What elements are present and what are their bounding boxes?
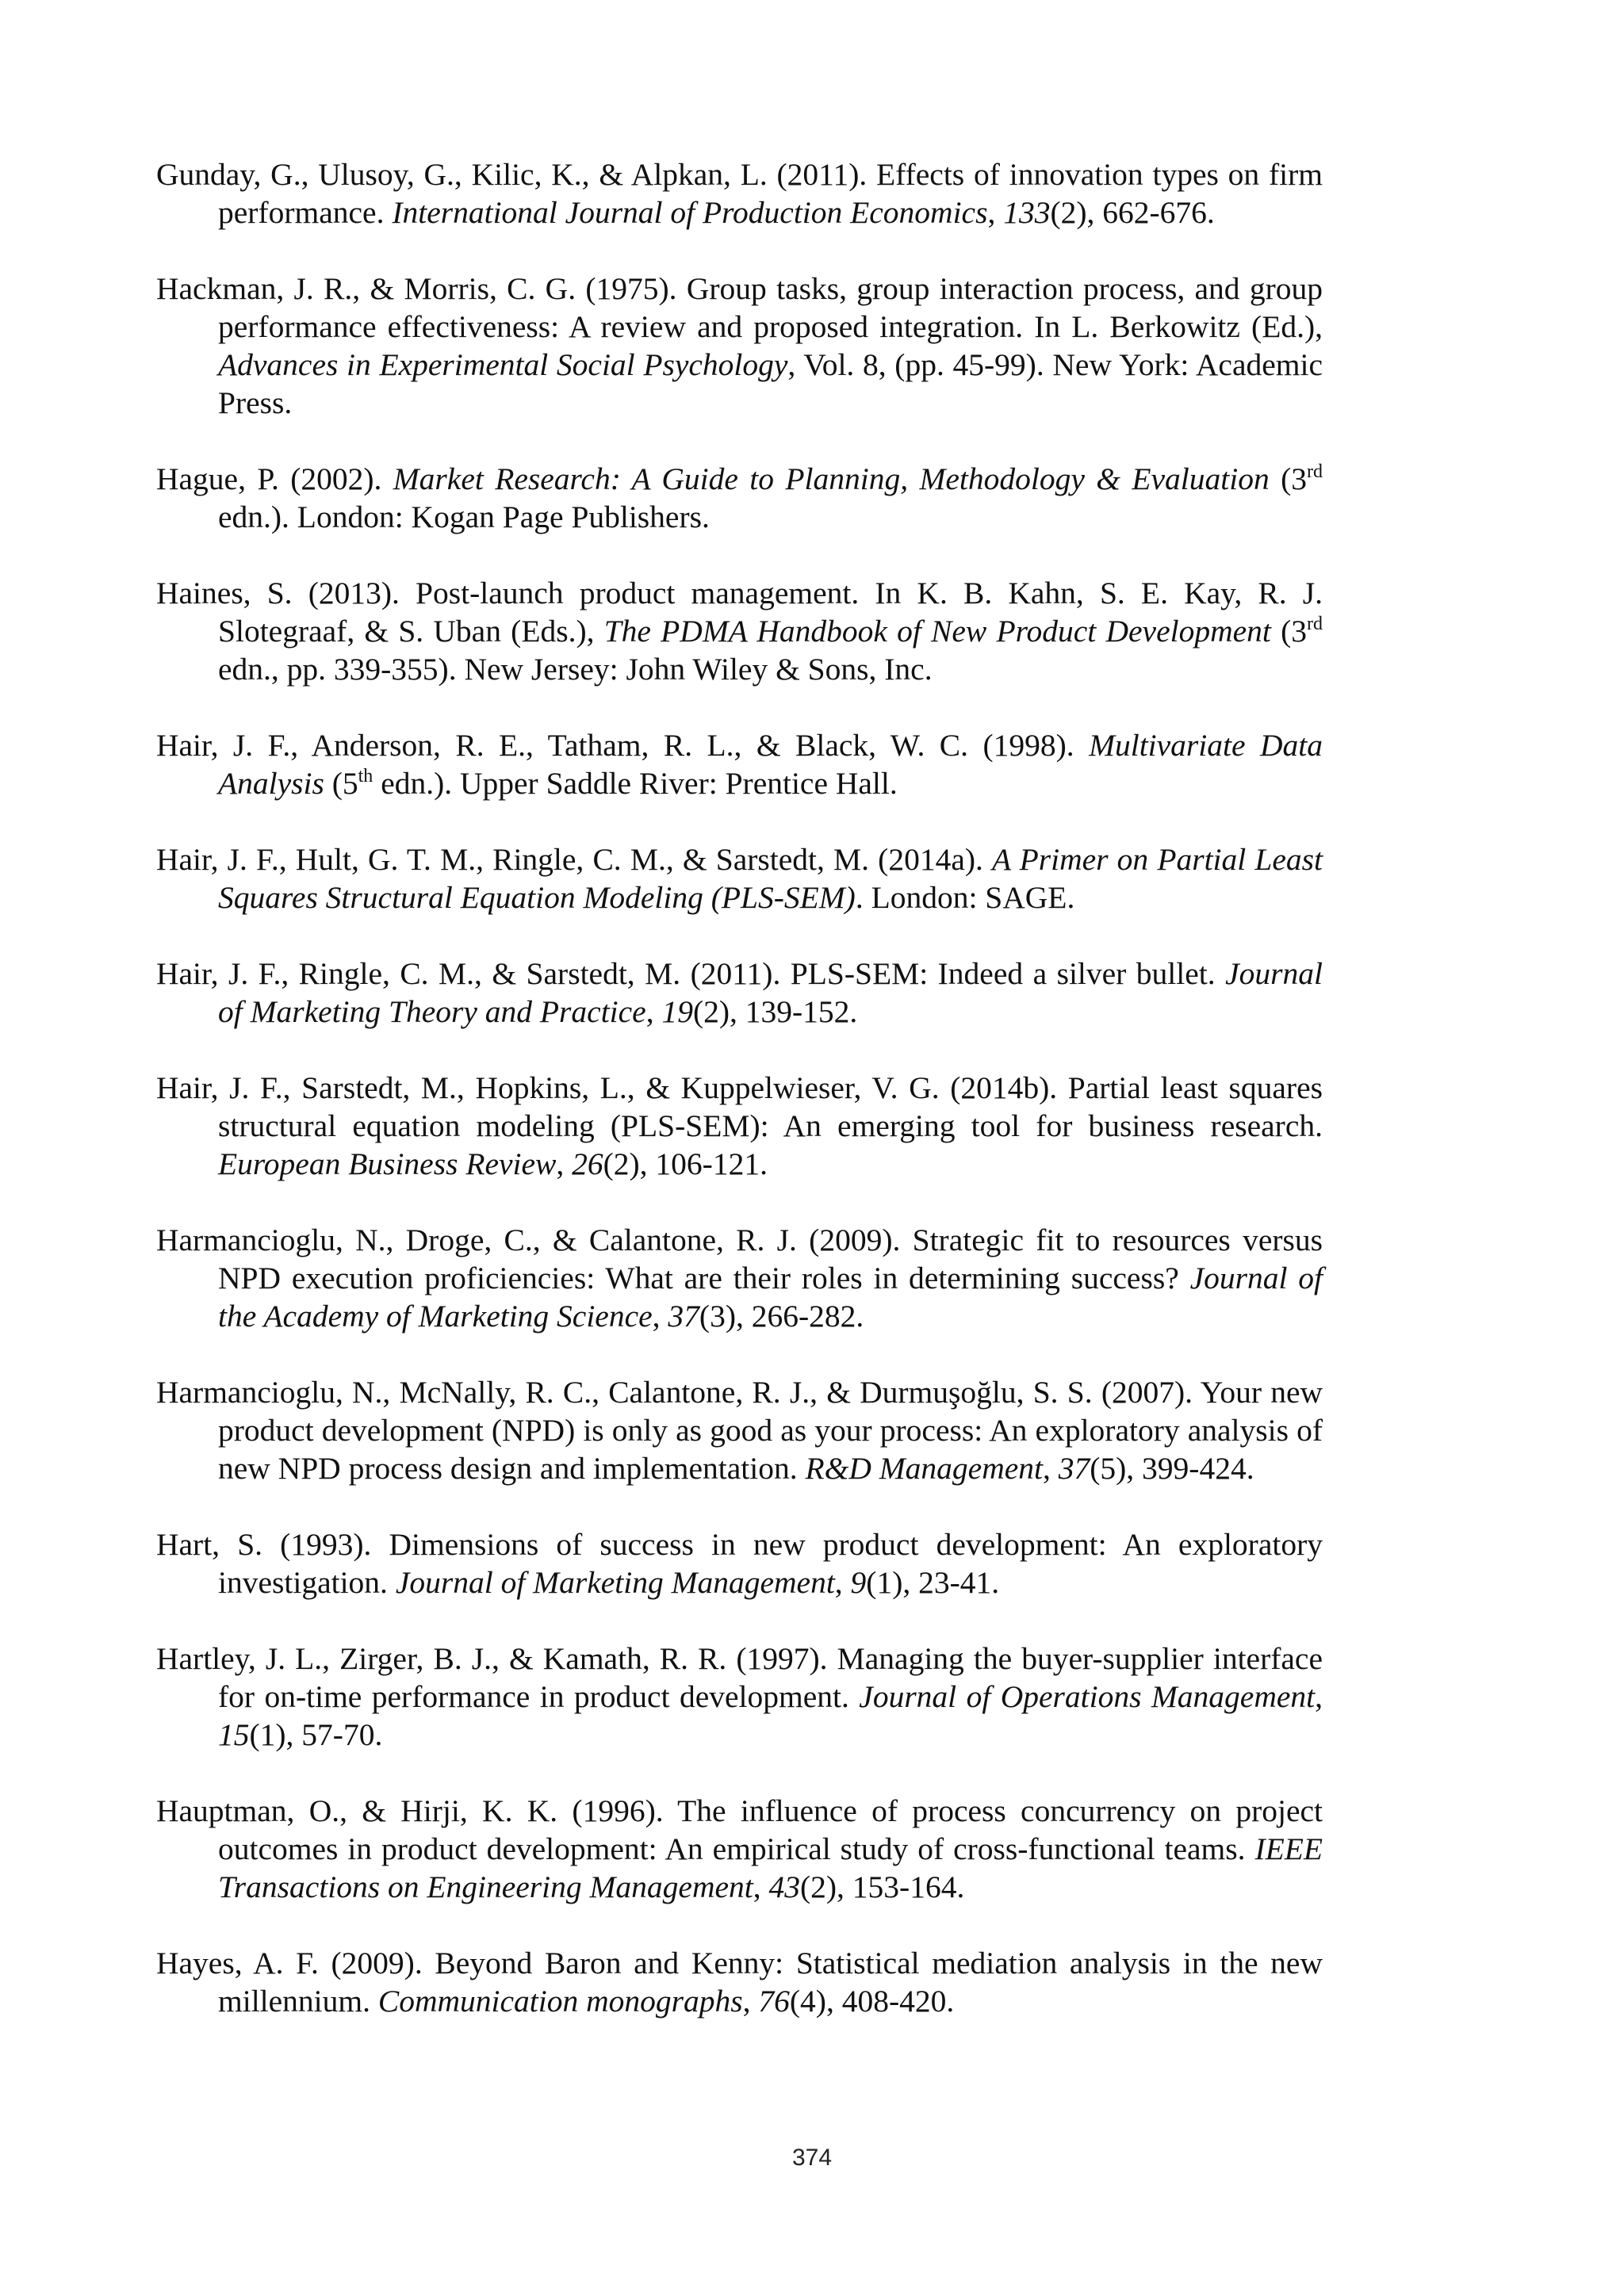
italic-title: Journal of Operations Management xyxy=(859,1679,1316,1714)
italic-title: 9 xyxy=(850,1565,867,1600)
italic-title: Advances in Experimental Social Psychology xyxy=(218,347,788,382)
reference-text: (3 xyxy=(1269,461,1307,496)
reference-text: , xyxy=(652,1299,668,1334)
reference-text: (4), 408-420. xyxy=(789,1984,955,2019)
reference-text: , xyxy=(987,195,1004,230)
italic-title: 15 xyxy=(218,1717,250,1752)
reference-text: Haines, S. (2013). Post-launch product management. In K. B. Kahn, S. E. Kay, R. J. Slotegraaf, & S. Uban (Eds.), xyxy=(156,576,1323,649)
reference-text: , xyxy=(556,1146,573,1181)
italic-title: Communication monographs xyxy=(377,1984,743,2019)
italic-title: R&D Management xyxy=(805,1451,1043,1486)
reference-text: (2), 153-164. xyxy=(800,1869,965,1904)
italic-title: Journal of Marketing Theory and Practice xyxy=(218,956,1323,1029)
ordinal-superscript: th xyxy=(358,766,373,786)
reference-entry xyxy=(156,574,1323,688)
reference-text: , xyxy=(742,1984,759,2019)
reference-text: edn., pp. 339-355). New Jersey: John Wiley & Sons, Inc. xyxy=(218,652,933,687)
reference-text: edn.). London: Kogan Page Publishers. xyxy=(218,499,710,534)
reference-entry xyxy=(156,1640,1323,1754)
reference-text: , xyxy=(834,1565,851,1600)
italic-title: IEEE Transactions on Engineering Management xyxy=(218,1831,1323,1904)
italic-title: A Primer on Partial Least Squares Structural Equation Modeling (PLS-SEM) xyxy=(218,842,1323,915)
reference-text: , xyxy=(1042,1451,1059,1486)
reference-text: Hair, J. F., Hult, G. T. M., Ringle, C. M., & Sarstedt, M. (2014a). xyxy=(156,842,993,877)
reference-entry xyxy=(156,460,1323,536)
reference-text: Hair, J. F., Ringle, C. M., & Sarstedt, M. (2011). PLS-SEM: Indeed a silver bullet. xyxy=(156,956,1226,991)
reference-entry xyxy=(156,1221,1323,1335)
italic-title: 43 xyxy=(768,1869,800,1904)
reference-text: . London: SAGE. xyxy=(855,880,1075,915)
italic-title: 19 xyxy=(661,994,693,1029)
ordinal-superscript: rd xyxy=(1307,614,1323,634)
reference-entry xyxy=(156,840,1323,916)
reference-text: Hair, J. F., Anderson, R. E., Tatham, R. L., & Black, W. C. (1998). xyxy=(156,728,1090,763)
reference-text: Harmancioglu, N., Droge, C., & Calantone, R. J. (2009). Strategic fit to resources versus NPD execution proficiencies: What are their roles in determining success? xyxy=(156,1223,1323,1295)
reference-text: (5 xyxy=(324,766,358,801)
reference-text: , Vol. 8, (pp. 45-99). New York: Academic Press. xyxy=(218,347,1323,420)
italic-title: International Journal of Production Economics xyxy=(392,195,988,230)
italic-title: Journal of Marketing Management xyxy=(395,1565,835,1600)
reference-text: Hague, P. (2002). xyxy=(156,461,393,496)
reference-text: (1), 23-41. xyxy=(866,1565,1000,1600)
italic-title: 26 xyxy=(572,1146,603,1181)
reference-entry xyxy=(156,1373,1323,1487)
italic-title: Journal of the Academy of Marketing Science xyxy=(218,1261,1323,1334)
reference-text: (1), 57-70. xyxy=(249,1717,383,1752)
reference-text: (2), 106-121. xyxy=(603,1146,768,1181)
reference-text: Hackman, J. R., & Morris, C. G. (1975). Group tasks, group interaction process, and group performance effectiveness: A review and proposed integration. In L. Berkowitz (Ed.), xyxy=(156,271,1323,344)
reference-list xyxy=(156,155,1323,2058)
reference-text: , xyxy=(753,1869,769,1904)
reference-text: Harmancioglu, N., McNally, R. C., Calantone, R. J., & Durmuşoğlu, S. S. (2007). Your new product development (NPD) is only as good as your process: An exploratory analysis of new NPD process design and implementation. xyxy=(156,1375,1323,1486)
reference-text: (2), 662-676. xyxy=(1050,195,1215,230)
italic-title: The PDMA Handbook of New Product Development xyxy=(603,614,1271,649)
italic-title: Market Research: A Guide to Planning, Methodology & Evaluation xyxy=(393,461,1270,496)
reference-text: , xyxy=(645,994,662,1029)
reference-text: (3 xyxy=(1270,614,1307,649)
ordinal-superscript: rd xyxy=(1307,461,1323,482)
italic-title: Multivariate Data Analysis xyxy=(218,728,1323,801)
reference-entry xyxy=(156,1525,1323,1601)
reference-text: Hauptman, O., & Hirji, K. K. (1996). The influence of process concurrency on project outcomes in product development: An empirical study of cross-functional teams. xyxy=(156,1793,1323,1866)
reference-entry xyxy=(156,1792,1323,1906)
reference-text: Hayes, A. F. (2009). Beyond Baron and Kenny: Statistical mediation analysis in the new millennium. xyxy=(156,1946,1323,2019)
reference-text: (2), 139-152. xyxy=(692,994,858,1029)
reference-entry xyxy=(156,955,1323,1031)
reference-text: Hair, J. F., Sarstedt, M., Hopkins, L., & Kuppelwieser, V. G. (2014b). Partial least squares structural equation modeling (PLS-SEM): An emerging tool for business research. xyxy=(156,1070,1323,1143)
reference-entry xyxy=(156,270,1323,422)
reference-text: Gunday, G., Ulusoy, G., Kilic, K., & Alpkan, L. (2011). Effects of innovation types on firm performance. xyxy=(156,157,1323,230)
reference-text: Hartley, J. L., Zirger, B. J., & Kamath, R. R. (1997). Managing the buyer-supplier interface for on-time performance in product development. xyxy=(156,1641,1323,1714)
reference-text: , xyxy=(1315,1679,1323,1714)
italic-title: 76 xyxy=(758,1984,790,2019)
page-number: 374 xyxy=(791,2145,833,2171)
italic-title: 133 xyxy=(1003,195,1051,230)
reference-entry xyxy=(156,726,1323,802)
reference-text: edn.). Upper Saddle River: Prentice Hall. xyxy=(373,766,898,801)
reference-entry xyxy=(156,155,1323,232)
reference-text: (3), 266-282. xyxy=(699,1299,864,1334)
reference-text: Hart, S. (1993). Dimensions of success in new product development: An exploratory investigation. xyxy=(156,1527,1323,1600)
reference-entry xyxy=(156,1069,1323,1183)
reference-entry xyxy=(156,1944,1323,2020)
italic-title: 37 xyxy=(668,1299,699,1334)
reference-text: (5), 399-424. xyxy=(1090,1451,1254,1486)
italic-title: European Business Review xyxy=(218,1146,557,1181)
italic-title: 37 xyxy=(1058,1451,1090,1486)
